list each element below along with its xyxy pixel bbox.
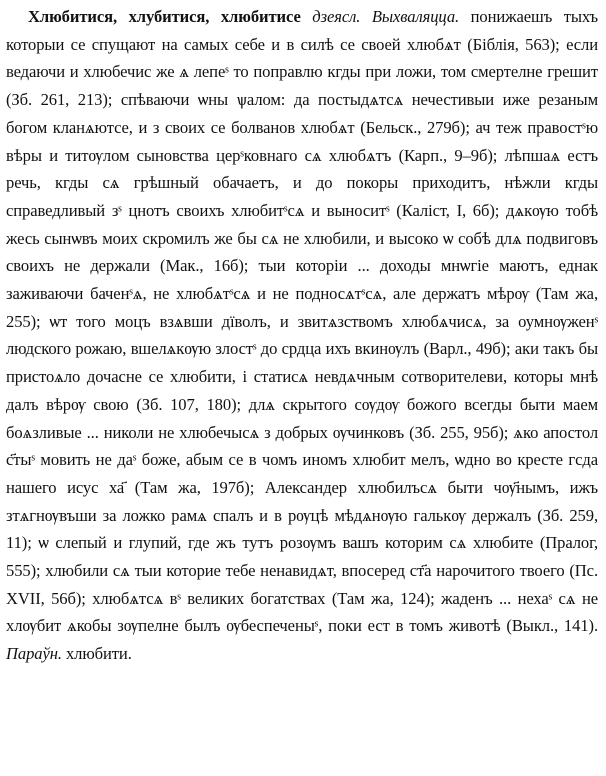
cross-reference-label: Параўн. <box>6 644 62 664</box>
cross-reference-word[interactable]: хлюбити. <box>65 644 132 664</box>
entry-citations: понижаешъ тыхъ которыи се спущают на самых себе и в силѣ се своей хлюбѧт (Біблія, 563); если ведаючи и хлюбечис же ѧ лепеˢ то поправлю кгды при ложи, том смертелне грешит (Зб. 261, 213); спѣваючи ѡны ѱалом: да постыдѧтсѧ нечестивыи иже резаным богом кланѧютсе, и з своих се болванов хлюбѧт (Бельск., 279б); ач теж правостˢю вѣры и титѹлом сыновства церˢковнаго сѧ хлюбѧтъ (Карп., 9–9б); лѣпшаѧ естъ речь, кгды сѧ грѣшный обачаетъ, и до покоры приходитъ, нѣжли кгды справедливый зˢ цнотъ своихъ хлюбитˢсѧ и выноситˢ (Каліст, I, 6б); дѧкѹю тобѣ жесь сынѡвъ моих скромилъ же бы сѧ не хлюбили, и высоко ѡ собѣ длѧ подвиговъ своихъ не держали (Мак., 16б); тыи которіи ... доходы мнѡгіе маютъ, еднак заживаючи баченˢѧ, не хлюбѧтˢсѧ и не подносѧтˢсѧ, але держатъ мѣрѹ (Там жа, 255); ѡт того моцъ взѧвши дїволъ, и звитѧзствомъ хлюбѧчисѧ, за оумнѹженˢ людского рожаю, вшелѧкѹю злостˢ до срдца ихъ вкинѹлъ (Варл., 49б); аки такъ бы пристоѧло дочасне се хлюбити, і статисѧ невдѧчным сотворителеви, которы мнѣ далъ вѣрѹ свою (Зб. 107, 180); длѧ скрытого сѹдѹ божого всегды быти маем боѧзливые ... николи не хлюбечысѧ з добрых ѹчинковъ (Зб. 255, 95б); ѧко апостол с҃тыˢ мовить не даˢ боже, абым се в чомъ иномъ хлюбит мелъ, ѡдно во кресте гсда нашего исус ха҃ (Там жа, 197б); Александер хлюбилъсѧ быти чѹ҃нымъ, ижъ зтѧгнѹвъши за ложко рамѧ спалъ и в рѹцѣ мѣдѧнѹю галькѹ держалъ (Зб. 259, 11); ѡ слепый и глупий, где жъ тутъ розѹмъ вашъ которим сѧ хлюбите (Пралог, 555); хлюбили сѧ тыи которие тебе ненавидѧт, впосеред ст҃а нарочитого твоего (Пс. XVII, 56б); хлюбѧтсѧ вˢ великих богатствах (Там жа, 124); жаденъ ... нехаˢ сѧ не хлѹбит ѧкобы зѹпелне былъ ѹбеспеченыˢ, поки ест в томъ животѣ (Выкл., 141). <box>6 7 598 636</box>
entry-gloss: Выхваляцца. <box>371 7 460 26</box>
grammar-label: дзеясл. <box>312 7 361 26</box>
entry-headword: Хлюбитися, хлубитися, хлюбитисе <box>28 7 301 26</box>
dictionary-entry <box>6 3 598 668</box>
